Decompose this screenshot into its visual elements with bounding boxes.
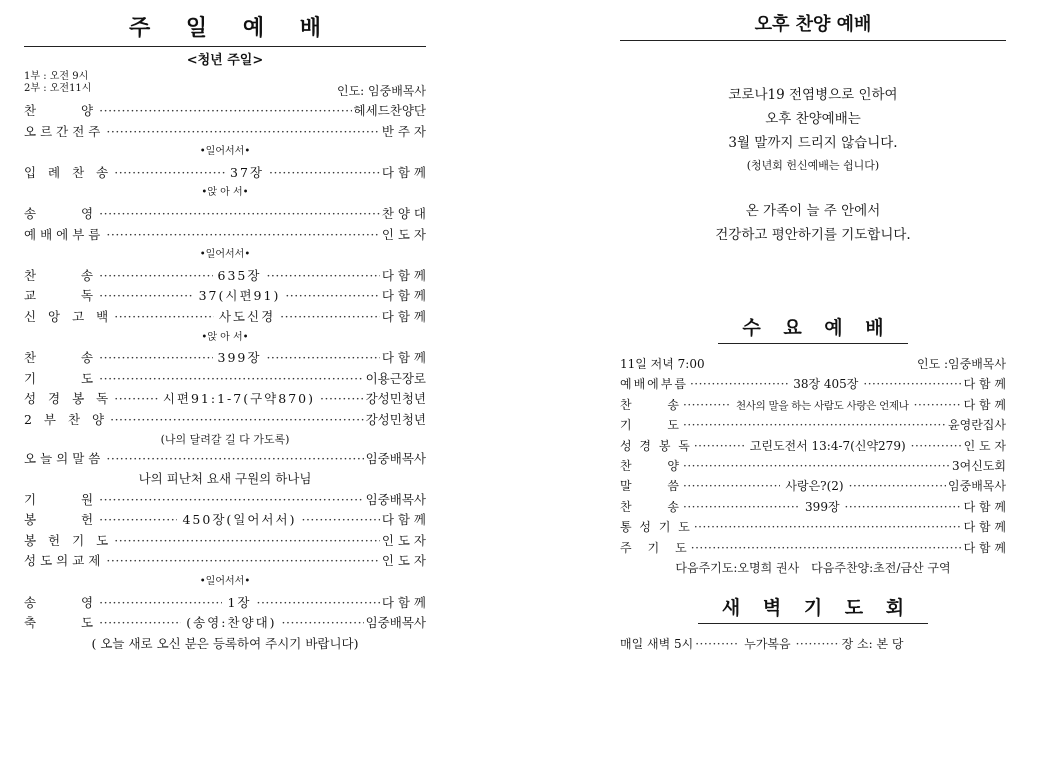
item-name: 기 도 xyxy=(24,370,98,386)
service-item xyxy=(24,101,426,122)
item-detail: 천사의 말을 하는 사람도 사랑은 언제나 xyxy=(735,399,909,412)
service-note: •일어서서• xyxy=(199,249,251,261)
wednesday-item xyxy=(620,517,1006,537)
item-detail: 450장(일어서서) xyxy=(182,512,297,528)
wednesday-service-heading xyxy=(620,315,1006,344)
wednesday-footer: 다음주기도:오명희 권사 다음주찬양:초전/금산 구역 xyxy=(675,560,951,575)
dawn-time: 매일 새벽 5시 xyxy=(620,636,694,651)
item-name: 성도의교제 xyxy=(24,553,105,569)
service-time-2: 2부 : 오전11시 xyxy=(24,83,92,94)
item-detail: 시편91:1-7(구약870) xyxy=(162,391,315,407)
service-times xyxy=(24,71,426,97)
item-detail: 635장 xyxy=(217,267,262,283)
title-rule xyxy=(24,46,426,47)
wednesday-item xyxy=(620,415,1006,435)
item-detail: 사랑은?(2) xyxy=(785,479,844,494)
item-person: 다 함 께 xyxy=(963,377,1006,392)
item-person: 다 함 께 xyxy=(381,308,426,324)
item-person: 다 함 께 xyxy=(381,288,426,304)
service-item xyxy=(24,122,426,143)
wednesday-service-title: 수 요 예 배 xyxy=(718,315,907,344)
item-person: 다 함 께 xyxy=(381,350,426,366)
item-detail: 399장 xyxy=(217,350,262,366)
item-name: 성 경 봉 독 xyxy=(24,391,113,407)
item-name: 오르간전주 xyxy=(24,123,105,139)
service-item xyxy=(24,369,426,390)
item-name: 교 독 xyxy=(24,288,98,304)
item-person: 인 도 자 xyxy=(381,226,426,242)
item-person: 임중배목사 xyxy=(365,491,426,507)
item-person: 다 함 께 xyxy=(381,594,426,610)
service-item xyxy=(24,613,426,634)
blessing-line-1: 온 가족이 늘 주 안에서 xyxy=(745,203,881,219)
service-note: ( 오늘 새로 오신 분은 등록하여 주시기 바랍니다) xyxy=(91,635,359,651)
service-item xyxy=(24,490,426,511)
service-time-1: 1부 : 오전 9시 xyxy=(24,71,89,82)
wednesday-time: 11일 저녁 7:00 xyxy=(620,357,705,371)
notice-line-4: (청년회 헌신예배는 쉽니다) xyxy=(746,159,880,172)
wednesday-item xyxy=(620,497,1006,517)
wednesday-item xyxy=(620,395,1006,415)
item-person: 인 도 자 xyxy=(381,553,426,569)
service-leader: 인도: 임중배목사 xyxy=(336,84,426,98)
service-item xyxy=(24,510,426,531)
service-item xyxy=(24,348,426,369)
item-person: 임중배목사 xyxy=(365,615,426,631)
item-person: 반 주 자 xyxy=(381,123,426,139)
item-person: 다 함 께 xyxy=(963,499,1006,514)
dawn-location: 장 소: 본 당 xyxy=(841,636,904,651)
wednesday-item xyxy=(620,374,1006,394)
wednesday-item xyxy=(620,456,1006,476)
item-person: 다 함 께 xyxy=(963,520,1006,535)
item-name: 주 기 도 xyxy=(620,540,689,555)
item-name: 찬 양 xyxy=(24,103,98,118)
afternoon-service-title: 오후 찬양 예배 xyxy=(754,14,872,35)
wednesday-item xyxy=(620,436,1006,456)
service-item xyxy=(24,266,426,287)
service-item xyxy=(24,204,426,225)
item-detail: 사도신경 xyxy=(218,308,276,324)
dawn-prayer-heading xyxy=(620,595,1006,624)
service-item xyxy=(24,593,426,614)
blessing xyxy=(620,199,1006,247)
item-name: 예배에부름 xyxy=(24,226,105,242)
item-person: 다 함 께 xyxy=(381,164,426,180)
service-item xyxy=(24,410,426,431)
item-name: 찬 송 xyxy=(620,499,681,514)
wednesday-leader: 인도 :임중배목사 xyxy=(916,357,1006,371)
item-person: 찬 양 대 xyxy=(381,205,426,221)
item-detail: 1장 xyxy=(227,594,252,610)
service-item xyxy=(24,389,426,410)
dawn-prayer-title: 새 벽 기 도 회 xyxy=(698,595,928,624)
service-item xyxy=(24,531,426,552)
service-item xyxy=(24,225,426,246)
wednesday-item xyxy=(620,538,1006,558)
item-name: 예배에부름 xyxy=(620,377,688,392)
service-item xyxy=(24,286,426,307)
service-note: (나의 달려갈 길 다 가도록) xyxy=(160,432,290,446)
item-name: 찬 송 xyxy=(24,267,98,283)
dawn-scripture: 누가복음 xyxy=(744,636,791,651)
sunday-service-column xyxy=(24,14,426,654)
order-of-service xyxy=(24,101,426,654)
item-person: 인 도 자 xyxy=(381,532,426,548)
item-name: 찬 송 xyxy=(24,350,98,366)
service-note: 나의 피난처 요새 구원의 하나님 xyxy=(138,471,312,487)
service-note: •앉 아 서• xyxy=(201,187,249,199)
item-detail: 399장 xyxy=(805,499,840,514)
service-item xyxy=(24,551,426,572)
service-item xyxy=(24,307,426,328)
item-person: 이용근장로 xyxy=(365,370,426,386)
item-person: 헤세드찬양단 xyxy=(353,103,426,118)
sunday-service-title: 주 일 예 배 xyxy=(129,15,335,41)
item-name: 기 원 xyxy=(24,491,98,507)
item-name: 찬 양 xyxy=(620,458,681,473)
afternoon-title-rule xyxy=(620,40,1006,41)
item-person: 다 함 께 xyxy=(963,540,1006,555)
blessing-line-2: 건강하고 평안하기를 기도합니다. xyxy=(715,227,911,243)
item-person: 임중배목사 xyxy=(948,479,1006,494)
item-person: 윤영란집사 xyxy=(948,418,1006,433)
notice-line-3: 3월 말까지 드리지 않습니다. xyxy=(728,135,898,151)
notice-line-1: 코로나19 전염병으로 인하여 xyxy=(728,87,898,103)
item-person: 다 함 께 xyxy=(963,397,1006,412)
item-name: 신 앙 고 백 xyxy=(24,308,113,324)
item-person: 임중배목사 xyxy=(365,450,426,466)
item-name: 송 영 xyxy=(24,205,98,221)
item-name: 봉 헌 xyxy=(24,512,98,528)
right-column xyxy=(620,14,1006,654)
service-item xyxy=(24,449,426,470)
service-note: •일어서서• xyxy=(199,576,251,588)
item-person: 인 도 자 xyxy=(963,438,1006,453)
item-name: 2 부 찬 양 xyxy=(24,411,109,427)
service-note: •앉 아 서• xyxy=(201,331,249,343)
item-detail: 38장 405장 xyxy=(793,377,859,392)
service-item xyxy=(24,163,426,184)
item-detail: 37(시편91) xyxy=(198,288,281,304)
dawn-prayer-row xyxy=(620,634,1006,654)
item-name: 축 도 xyxy=(24,615,98,631)
item-person: 강성민청년 xyxy=(365,411,426,427)
item-name: 찬 송 xyxy=(620,397,681,412)
service-note: •일어서서• xyxy=(199,146,251,158)
item-name: 봉 헌 기 도 xyxy=(24,532,113,548)
item-name: 기 도 xyxy=(620,418,681,433)
wednesday-time-row xyxy=(620,354,1006,374)
item-name: 오늘의말씀 xyxy=(24,450,105,466)
service-subtitle: <청년 주일> xyxy=(186,53,264,68)
covid-notice xyxy=(620,83,1006,177)
notice-line-2: 오후 찬양예배는 xyxy=(765,111,861,127)
item-name: 말 씀 xyxy=(620,479,681,494)
item-person: 다 함 께 xyxy=(381,267,426,283)
item-person: 3여신도회 xyxy=(951,458,1006,473)
item-detail: 37장 xyxy=(230,164,265,180)
item-person: 강성민청년 xyxy=(365,391,426,407)
wednesday-order xyxy=(620,374,1006,558)
item-detail: (송영:찬양대) xyxy=(186,615,277,631)
item-name: 입 례 찬 송 xyxy=(24,164,113,180)
item-name: 성 경 봉 독 xyxy=(620,438,692,453)
item-name: 통 성 기 도 xyxy=(620,520,692,535)
wednesday-item xyxy=(620,476,1006,496)
item-detail: 고린도전서 13:4-7(신약279) xyxy=(749,438,906,453)
item-person: 다 함 께 xyxy=(381,512,426,528)
item-name: 송 영 xyxy=(24,594,98,610)
